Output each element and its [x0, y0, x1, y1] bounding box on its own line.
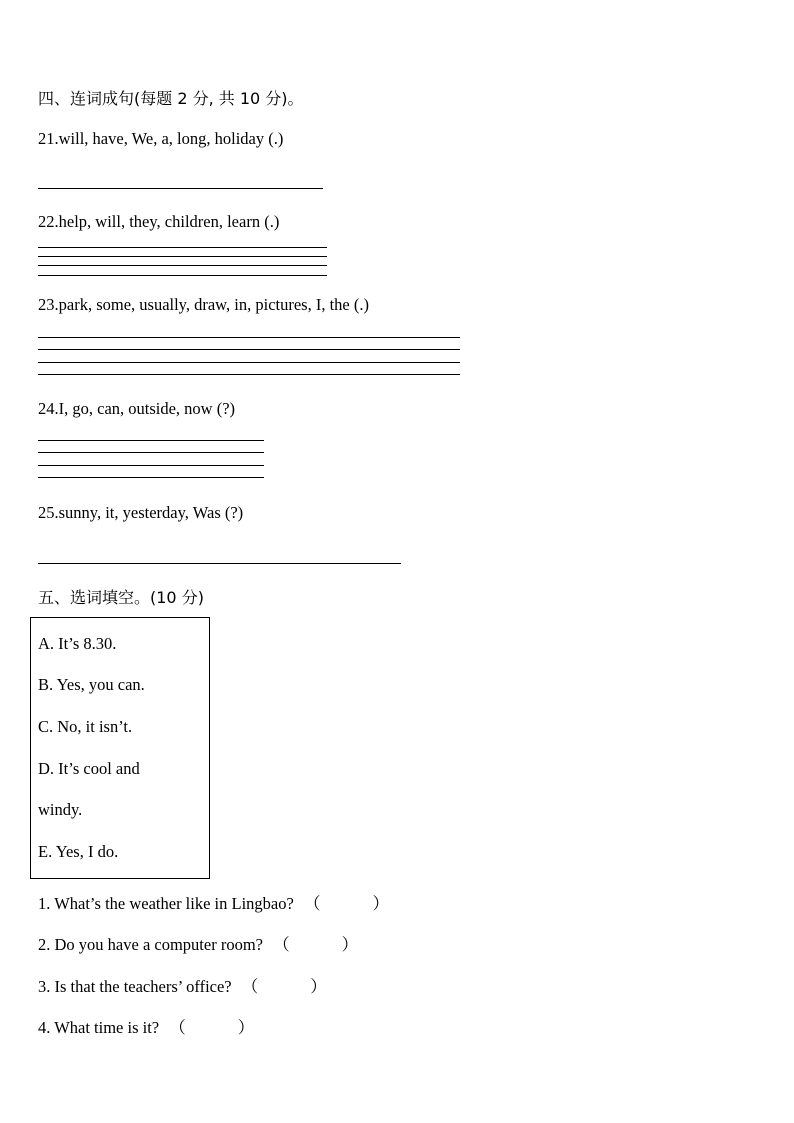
- section-4-title: 四、连词成句(每题 2 分, 共 10 分)。: [38, 89, 304, 108]
- question-22: [38, 212, 279, 232]
- question-text: 3. Is that the teachers’ office?: [38, 977, 232, 996]
- question-number: 22.: [38, 212, 59, 231]
- answer-paren-open: （: [273, 935, 290, 954]
- option-b: B. Yes, you can.: [38, 675, 145, 694]
- answer-paren-open: （: [169, 1018, 186, 1037]
- answer-line[interactable]: [38, 362, 460, 363]
- answer-paren-open: （: [241, 977, 259, 996]
- option-d-continued: windy.: [38, 800, 83, 819]
- question-words: park, some, usually, draw, in, pictures, I, the (.): [58, 295, 369, 314]
- answer-line[interactable]: [38, 247, 327, 248]
- question-number: 24.: [38, 399, 59, 418]
- section-5-title: 五、选词填空。(10 分): [38, 588, 204, 607]
- answer-paren-open: （: [303, 894, 321, 913]
- question-text: 2. Do you have a computer room?: [38, 935, 263, 954]
- question-words: I, go, can, outside, now (?): [58, 399, 236, 418]
- answer-line[interactable]: [38, 563, 401, 564]
- option-a: A. It’s 8.30.: [38, 634, 117, 653]
- answer-line[interactable]: [38, 275, 327, 276]
- question-words: will, have, We, a, long, holiday (.): [58, 129, 284, 148]
- question-number: 25.: [38, 503, 59, 522]
- answer-line[interactable]: [38, 256, 327, 257]
- fill-question-3: [38, 973, 327, 997]
- answer-line[interactable]: [38, 452, 264, 453]
- answer-line[interactable]: [38, 337, 460, 338]
- answer-paren-close: ）: [310, 977, 327, 996]
- fill-question-1: [38, 890, 389, 914]
- answer-line[interactable]: [38, 265, 327, 266]
- fill-question-4: [38, 1014, 254, 1038]
- options-box: [30, 617, 210, 879]
- option-c: C. No, it isn’t.: [38, 717, 133, 736]
- option-e: E. Yes, I do.: [38, 842, 119, 861]
- question-number: 21.: [38, 129, 59, 148]
- answer-line[interactable]: [38, 374, 460, 375]
- question-24: [38, 399, 235, 419]
- question-words: help, will, they, children, learn (.): [58, 212, 280, 231]
- question-number: 23.: [38, 295, 59, 314]
- answer-line[interactable]: [38, 440, 264, 441]
- question-23: [38, 295, 369, 315]
- answer-paren-close: ）: [372, 894, 389, 913]
- answer-paren-close: ）: [237, 1018, 255, 1037]
- question-text: 4. What time is it?: [38, 1018, 160, 1037]
- fill-question-2: [38, 931, 358, 955]
- question-words: sunny, it, yesterday, Was (?): [58, 503, 244, 522]
- question-21: [38, 129, 283, 149]
- answer-line[interactable]: [38, 477, 264, 478]
- question-25: [38, 503, 243, 523]
- answer-paren-close: ）: [341, 935, 359, 954]
- question-text: 1. What’s the weather like in Lingbao?: [38, 894, 294, 913]
- option-d: D. It’s cool and: [38, 759, 140, 778]
- answer-line[interactable]: [38, 188, 323, 189]
- answer-line[interactable]: [38, 349, 460, 350]
- answer-line[interactable]: [38, 465, 264, 466]
